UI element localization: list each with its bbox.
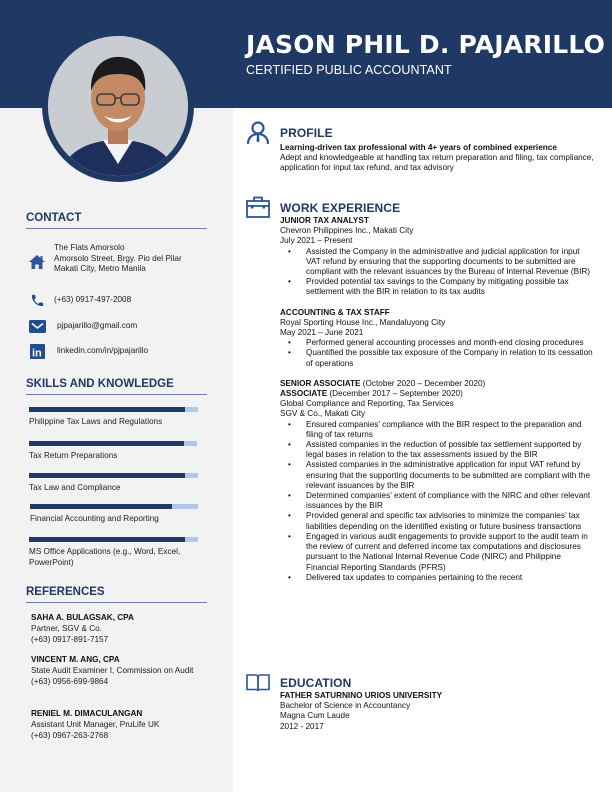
job-bullet: • Assisted companies in the administrative application for input VAT refund by ensuring that the supporting documents to be submitted are compliant with the relevant issuances by the BIR xyxy=(288,460,595,491)
skill-label: Financial Accounting and Reporting xyxy=(30,514,159,523)
job-company: Royal Sporting House Inc., Mandaluyong City xyxy=(280,317,446,327)
education-body xyxy=(280,691,595,732)
skill-item xyxy=(29,407,199,428)
skill-bar xyxy=(29,537,198,542)
skill-bar-fill xyxy=(29,473,185,478)
skill-bar xyxy=(29,441,197,446)
reference-item xyxy=(31,655,201,687)
reference-name: SAHA A. BULAGSAK, CPA xyxy=(31,613,134,622)
reference-role: State Audit Examiner I, Commission on Audit xyxy=(31,665,194,675)
job-entry xyxy=(280,379,595,583)
profile-summary: Adept and knowledgeable at handling tax return preparation and filing, tax compliance, application for input tax refund, and tax advisory xyxy=(280,153,594,173)
reference-item xyxy=(31,709,201,741)
skill-bar-fill xyxy=(29,537,185,542)
skill-item xyxy=(29,441,199,462)
skill-bar-fill xyxy=(29,407,185,412)
skill-bar xyxy=(29,407,198,412)
contact-phone xyxy=(28,291,132,309)
profile-body xyxy=(280,143,595,174)
skills-divider xyxy=(26,394,207,395)
education-heading: EDUCATION xyxy=(280,676,352,690)
skill-bar xyxy=(30,504,198,509)
references-heading: REFERENCES xyxy=(26,586,105,598)
skill-label: Philippine Tax Laws and Regulations xyxy=(29,417,163,426)
skill-item xyxy=(29,537,199,568)
profile-photo xyxy=(48,36,188,176)
skills-heading: SKILLS AND KNOWLEDGE xyxy=(26,378,174,390)
job-bullet: • Performed general accounting processes and month-end closing procedures xyxy=(288,338,595,348)
job-bullet: • Assisted the Company in the administrative and judicial application for input VAT refund by ensuring that the supporting documents to be submitted are compliant with the relevant issuances by the Bureau of Internal Revenue (BIR) xyxy=(288,247,595,278)
job-bullets xyxy=(288,247,595,298)
briefcase-icon xyxy=(245,195,271,221)
reference-item xyxy=(31,613,201,645)
candidate-name: JASON PHIL D. PAJARILLO xyxy=(246,30,606,59)
job-title: JUNIOR TAX ANALYST xyxy=(280,216,369,225)
phone-icon xyxy=(28,291,46,309)
job-company: Chevron Philippines Inc., Makati City xyxy=(280,226,414,236)
book-icon xyxy=(245,672,271,698)
job-bullet: • Delivered tax updates to companies pertaining to the recent xyxy=(288,573,595,583)
job-bullet: • Provided potential tax savings to the Company by mitigating possible tax settlement with the BIR in relation to its tax audits xyxy=(288,277,595,297)
job-title: ACCOUNTING & TAX STAFF xyxy=(280,307,390,317)
home-icon xyxy=(28,253,46,271)
experience-heading: WORK EXPERIENCE xyxy=(280,201,401,215)
reference-role: Assistant Unit Manager, PruLife UK xyxy=(31,719,160,729)
job-bullets xyxy=(288,338,595,369)
reference-phone: (+63) 0917-891-7157 xyxy=(31,634,109,644)
reference-name: RENIEL M. DIMACULANGAN xyxy=(31,709,143,718)
address-line-2: Amorsolo Street, Brgy. Pio del Pilar xyxy=(54,253,182,263)
education-years: 2012 - 2017 xyxy=(280,721,324,731)
references-divider xyxy=(26,602,207,603)
job-entry xyxy=(280,216,595,298)
linkedin-url[interactable]: linkedin.com/in/pjpajarillo xyxy=(57,346,149,355)
job-dates: July 2021 – Present xyxy=(280,236,353,246)
skill-item xyxy=(29,473,199,494)
skill-bar xyxy=(29,473,198,478)
job-bullet: • Assisted companies in the reduction of possible tax settlement supported by legal bases in relation to the tax assessments issued by the BIR xyxy=(288,440,595,460)
school-name: FATHER SATURNINO URIOS UNIVERSITY xyxy=(280,691,443,700)
job-department: Global Compliance and Reporting, Tax Services xyxy=(280,399,454,409)
honors: Magna Cum Laude xyxy=(280,711,350,721)
job-bullet: • Provided general and specific tax advisories to minimize the companies’ tax liabilities depending on the identified existing or future business transactions xyxy=(288,511,595,531)
contact-heading: CONTACT xyxy=(26,212,82,224)
job-bullet: • Engaged in various audit engagements to provide support to the audit team in the review of current and deferred income tax computations and disclosures pursuant to the National Internal Revenue Code (NIRC) and Philippine Financial Reporting Standards (PFRS) xyxy=(288,532,595,573)
job-title-2-dates: (December 2017 – September 2020) xyxy=(327,389,463,399)
address-line-1: The Flats Amorsolo xyxy=(54,243,125,252)
contact-linkedin xyxy=(28,342,149,360)
skill-bar-fill xyxy=(30,504,172,509)
skill-label: MS Office Applications (e.g., Word, Excel, PowerPoint) xyxy=(29,547,181,567)
job-bullet: • Ensured companies’ compliance with the BIR respect to the preparation and filing of tax returns xyxy=(288,420,595,440)
address-line-3: Makati City, Metro Manila xyxy=(54,264,146,273)
contact-address xyxy=(28,243,182,273)
job-bullet: • Quantified the possible tax exposure of the Company in relation to its cessation of operations xyxy=(288,348,595,368)
skill-label: Tax Law and Compliance xyxy=(29,483,121,492)
skill-bar-fill xyxy=(29,441,184,446)
skill-label: Tax Return Preparations xyxy=(29,451,118,460)
candidate-title: CERTIFIED PUBLIC ACCOUNTANT xyxy=(246,63,452,77)
email-address[interactable]: pjpajarillo@gmail.com xyxy=(57,321,138,330)
svg-text:in: in xyxy=(31,347,42,359)
person-icon xyxy=(245,120,271,146)
job-title-dates: (October 2020 – December 2020) xyxy=(360,378,486,388)
linkedin-icon xyxy=(28,342,46,360)
reference-phone: (+63) 0956-699-9864 xyxy=(31,676,109,686)
email-icon xyxy=(28,317,46,335)
job-company: SGV & Co., Makati City xyxy=(280,409,366,419)
job-dates: May 2021 – June 2021 xyxy=(280,328,364,338)
reference-role: Partner, SGV & Co. xyxy=(31,623,102,633)
experience-list xyxy=(280,216,595,583)
job-entry xyxy=(280,308,595,369)
contact-email xyxy=(28,317,138,335)
skill-item xyxy=(30,504,200,525)
reference-phone: (+63) 0967-263-2768 xyxy=(31,730,109,740)
degree: Bachelor of Science in Accountancy xyxy=(280,701,411,711)
job-bullets xyxy=(288,420,595,583)
contact-divider xyxy=(26,228,207,229)
profile-heading: PROFILE xyxy=(280,126,333,140)
job-bullet: • Determined companies’ extent of compliance with the NIRC and other relevant issuances by the BIR xyxy=(288,491,595,511)
phone-number[interactable]: (+63) 0917-497-2008 xyxy=(54,295,132,304)
job-title-2: ASSOCIATE xyxy=(280,389,328,399)
reference-name: VINCENT M. ANG, CPA xyxy=(31,655,120,664)
job-title: SENIOR ASSOCIATE xyxy=(280,378,361,388)
profile-headline: Learning-driven tax professional with 4+ years of combined experience xyxy=(280,143,557,152)
